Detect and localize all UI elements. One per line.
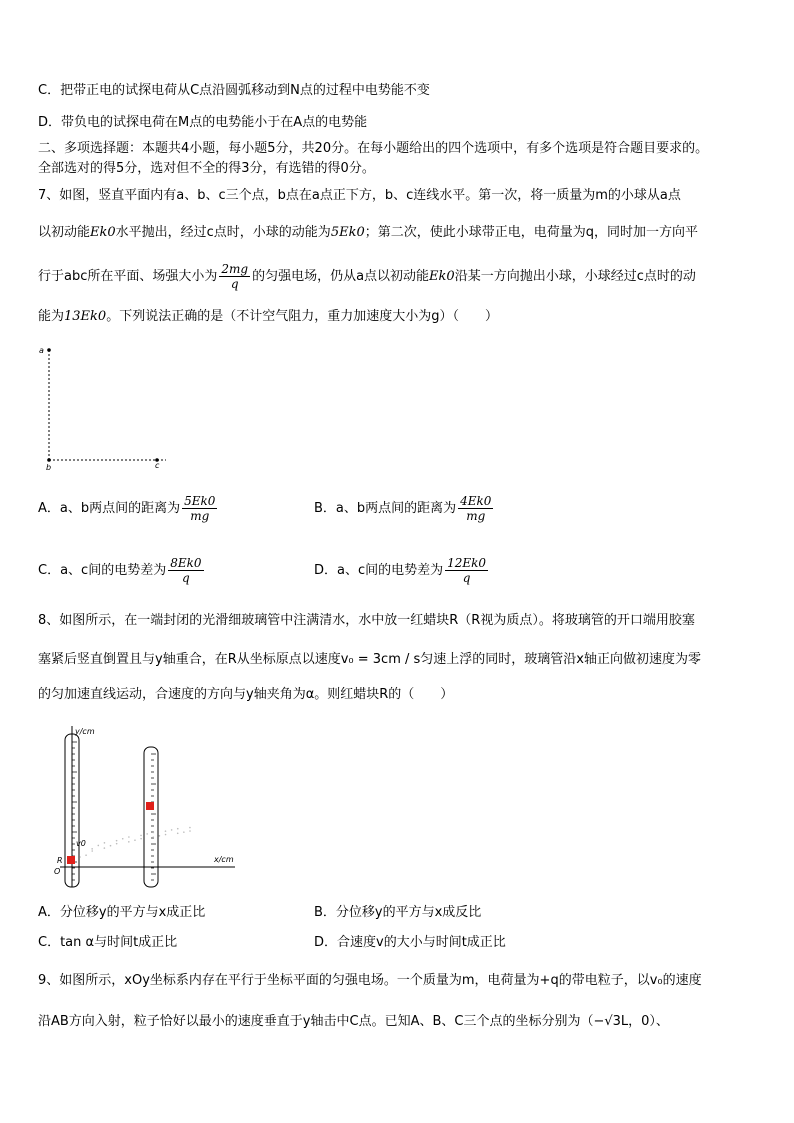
q7-option-c <box>38 556 206 585</box>
trajectory-dot <box>91 850 93 852</box>
option-c-line: C．把带正电的试探电荷从C点沿圆弧移动到N点的过程中电势能不变 <box>38 83 430 98</box>
five-ek0-symbol: 5Ek0 <box>330 225 365 240</box>
trajectory-dot <box>97 845 99 847</box>
label-v0: v0 <box>76 839 86 848</box>
trajectory-dot <box>104 842 106 844</box>
trajectory-dots <box>79 827 191 858</box>
q8-option-d: D．合速度v的大小与时间t成正比 <box>314 935 506 950</box>
trajectory-dot <box>122 838 124 840</box>
frac-den: q <box>462 571 471 585</box>
q7-text: 能为 <box>38 309 65 324</box>
trajectory-dot <box>171 829 173 831</box>
trajectory-dot <box>134 839 136 841</box>
trajectory-dot <box>159 835 161 837</box>
q7-text: 的匀强电场，仍从a点以初动能 <box>252 269 430 284</box>
glass-tube-2 <box>144 747 158 887</box>
trajectory-dot <box>177 833 179 835</box>
q7-line-4 <box>38 308 498 326</box>
ek0-symbol: Ek0 <box>90 225 116 240</box>
q7-figure <box>36 340 176 475</box>
option-label: C．a、c间的电势差为 <box>38 563 167 578</box>
q7-text: 水平抛出，经过c点时，小球的动能为 <box>115 225 331 240</box>
q7-text: 以初动能 <box>38 225 91 240</box>
q7-option-b <box>314 494 495 523</box>
option-fraction <box>445 556 488 585</box>
trajectory-dot <box>79 856 81 858</box>
q7-text: 。下列说法正确的是（不计空气阻力，重力加速度大小为g）（ ） <box>106 309 498 324</box>
label-o: O <box>54 867 61 876</box>
frac-num: 12Ek0 <box>447 556 487 570</box>
frac-num: 4Ek0 <box>460 494 492 508</box>
frac-den: mg <box>466 509 486 523</box>
q8-figure <box>50 722 250 894</box>
x-axis-label: x/cm <box>214 855 234 864</box>
q7-option-d <box>314 556 490 585</box>
trajectory-dot <box>189 827 191 829</box>
y-axis-label: y/cm <box>75 727 95 736</box>
trajectory-dot <box>116 843 118 845</box>
q8-option-c: C．tan α与时间t成正比 <box>38 935 178 950</box>
trajectory-dot <box>85 854 87 856</box>
frac-num: 2mg <box>221 262 249 276</box>
trajectory-dot <box>104 847 106 849</box>
field-fraction <box>219 262 250 291</box>
label-c: c <box>155 461 160 470</box>
frac-den: q <box>230 277 239 291</box>
frac-num: 8Ek0 <box>170 556 202 570</box>
option-fraction <box>168 556 203 585</box>
trajectory-dot <box>128 836 130 838</box>
trajectory-dot <box>146 833 148 835</box>
red-block-end <box>146 802 154 810</box>
red-block-start <box>67 856 75 864</box>
trajectory-dot <box>116 840 118 842</box>
trajectory-dot <box>183 831 185 833</box>
section-heading: 二、多项选择题：本题共4小题，每小题5分，共20分。在每小题给出的四个选项中，有多个选项是符合题目要求的。 <box>38 141 709 156</box>
label-b: b <box>46 463 52 472</box>
ek0-symbol: Ek0 <box>429 269 455 284</box>
trajectory-dot <box>165 830 167 832</box>
option-label: B．a、b两点间的距离为 <box>314 501 457 516</box>
q9-line-2: 沿AB方向入射，粒子恰好以最小的速度垂直于y轴击中C点。已知A、B、C三个点的坐标分别为（−√3L，0）、 <box>38 1014 669 1029</box>
trajectory-dot <box>189 830 191 832</box>
frac-den: mg <box>190 509 210 523</box>
option-label: A．a、b两点间的距离为 <box>38 501 181 516</box>
point-a <box>47 348 51 352</box>
thirteen-ek0-symbol: 13Ek0 <box>64 309 107 324</box>
label-a: a <box>39 346 44 355</box>
q8-line-2: 塞紧后竖直倒置且与y轴重合，在R从坐标原点以速度v₀ = 3cm / s匀速上浮的同时，玻璃管沿x轴正向做初速度为零 <box>38 652 701 667</box>
option-fraction <box>458 494 493 523</box>
trajectory-dot <box>177 828 179 830</box>
q7-line-2 <box>38 224 698 242</box>
q8-line-1: 8、如图所示，在一端封闭的光滑细玻璃管中注满清水，水中放一红蜡块R（R视为质点）。将玻璃管的开口端用胶塞 <box>38 613 695 628</box>
q7-text: 行于abc所在平面、场强大小为 <box>38 269 218 284</box>
option-label: D．a、c间的电势差为 <box>314 563 444 578</box>
trajectory-dot <box>91 848 93 850</box>
option-d-line: D．带负电的试探电荷在M点的电势能小于在A点的电势能 <box>38 115 368 130</box>
label-r: R <box>57 856 63 865</box>
q8-option-a: A．分位移y的平方与x成正比 <box>38 905 206 920</box>
trajectory-dot <box>110 845 112 847</box>
q7-line-1: 7、如图，竖直平面内有a、b、c三个点，b点在a点正下方，b、c连线水平。第一次，将一质量为m的小球从a点 <box>38 188 681 203</box>
q8-option-b: B．分位移y的平方与x成反比 <box>314 905 482 920</box>
q7-option-a <box>38 494 219 523</box>
q7-text: 沿某一方向抛出小球，小球经过c点时的动 <box>454 269 696 284</box>
q8-line-3: 的匀加速直线运动，合速度的方向与y轴夹角为α。则红蜡块R的（ ） <box>38 687 454 702</box>
point-b <box>47 458 51 462</box>
frac-num: 5Ek0 <box>184 494 216 508</box>
trajectory-dot <box>140 835 142 837</box>
trajectory-dot <box>128 841 130 843</box>
trajectory-dot <box>153 832 155 834</box>
q7-text: ；第二次，使此小球带正电，电荷量为q，同时加一方向平 <box>364 225 698 240</box>
trajectory-dot <box>140 838 142 840</box>
frac-den: q <box>182 571 190 585</box>
q7-line-3 <box>38 262 696 291</box>
section-scoring: 全部选对的得5分，选对但不全的得3分，有选错的得0分。 <box>38 161 375 176</box>
option-fraction <box>182 494 217 523</box>
trajectory-dot <box>165 834 167 836</box>
q9-line-1: 9、如图所示，xOy坐标系内存在平行于坐标平面的匀强电场。一个质量为m，电荷量为+q的带电粒子，以v₀的速度 <box>38 973 702 988</box>
trajectory-dot <box>152 836 154 838</box>
